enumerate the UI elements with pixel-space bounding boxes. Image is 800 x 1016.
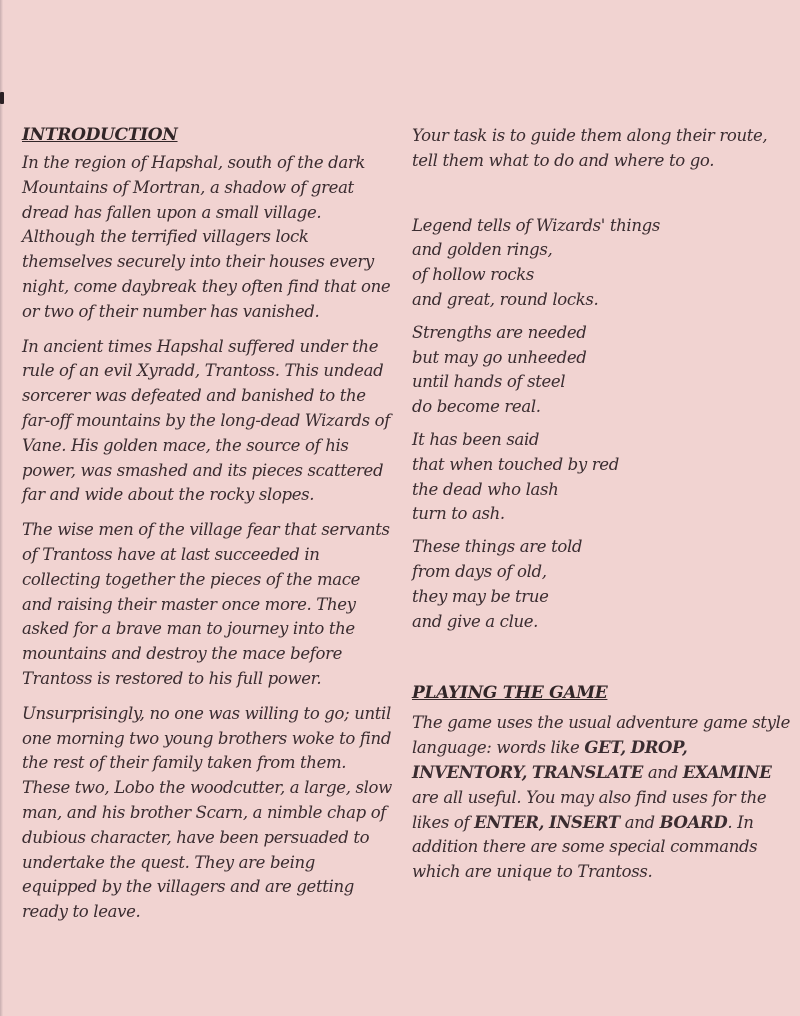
verse-1	[412, 214, 792, 313]
playing-paragraph	[412, 711, 792, 885]
introduction-heading: INTRODUCTION	[22, 125, 178, 145]
verse-line: These things are told	[412, 537, 583, 557]
task-paragraph: Your task is to guide them along their route, tell them what to do and where to go.	[412, 126, 768, 170]
binding-mark	[0, 92, 4, 104]
verse-line: they may be true	[412, 586, 549, 606]
verse-line: until hands of steel	[412, 372, 566, 392]
playing-heading: PLAYING THE GAME	[412, 683, 608, 704]
verse-3	[412, 428, 792, 527]
command-drop: DROP,	[630, 738, 688, 758]
playing-text: . In addition there are some special commands which are unique to Trantoss.	[412, 812, 758, 882]
playing-text: and	[642, 762, 683, 782]
intro-paragraph-4: Unsurprisingly, no one was willing to go; until one morning two young brothers woke to find the rest of their family taken from them. These two, Lobo the woodcutter, a large, slow man, and his brother Scarn, a nimble chap of dubious character, have been persuaded to undertake the quest. They are being equipped by the villagers and are getting ready to leave.	[22, 703, 392, 922]
verse-2	[412, 321, 792, 420]
playing-text: and	[619, 812, 660, 832]
command-translate: TRANSLATE	[531, 762, 643, 782]
verse-line: that when touched by red	[412, 454, 619, 474]
right-column	[412, 122, 792, 895]
playing-text: are all useful. You may also find uses for the likes of	[412, 787, 767, 832]
page-edge	[0, 0, 3, 1016]
verse-line: Strengths are needed	[412, 322, 587, 342]
verse-line: and golden rings,	[412, 240, 553, 260]
verse-4	[412, 535, 792, 634]
verse-line: do become real.	[412, 397, 541, 417]
verse-line: of hollow rocks	[412, 265, 534, 285]
command-examine: EXAMINE	[682, 762, 772, 782]
verse-line: from days of old,	[412, 561, 547, 581]
left-column	[22, 122, 392, 935]
verse-line: turn to ash.	[412, 504, 505, 524]
verse-line: It has been said	[412, 429, 540, 449]
command-get: GET,	[584, 738, 626, 758]
verse-line: and great, round locks.	[412, 289, 599, 309]
intro-paragraph-1: In the region of Hapshal, south of the dark Mountains of Mortran, a shadow of great dread has fallen upon a small village. Although the terrified villagers lock themselves securely into their houses every night, come daybreak they often find that one or two of their number has vanished.	[22, 153, 391, 321]
playing-text: The game uses the usual adventure game style language: words like	[412, 713, 790, 758]
verse-line: but may go unheeded	[412, 347, 587, 367]
verse-line: and give a clue.	[412, 611, 539, 631]
intro-paragraph-2: In ancient times Hapshal suffered under the rule of an evil Xyradd, Trantoss. This undead sorcerer was defeated and banished to the far-off mountains by the long-dead Wizards of Vane. His golden mace, the source of his power, was smashed and its pieces scattered far and wide about the rocky slopes.	[22, 336, 390, 505]
command-insert: INSERT	[548, 812, 620, 832]
verse-line: the dead who lash	[412, 479, 559, 499]
command-board: BOARD	[659, 812, 728, 832]
intro-paragraph-3: The wise men of the village fear that servants of Trantoss have at last succeeded in collecting together the pieces of the mace and raising their master once more. They asked for a brave man to journey into the mountains and destroy the mace before Trantoss is restored to his full power.	[22, 520, 390, 688]
command-enter: ENTER,	[474, 812, 545, 832]
verse-line: Legend tells of Wizards' things	[412, 215, 660, 235]
command-inventory: INVENTORY,	[412, 762, 528, 782]
